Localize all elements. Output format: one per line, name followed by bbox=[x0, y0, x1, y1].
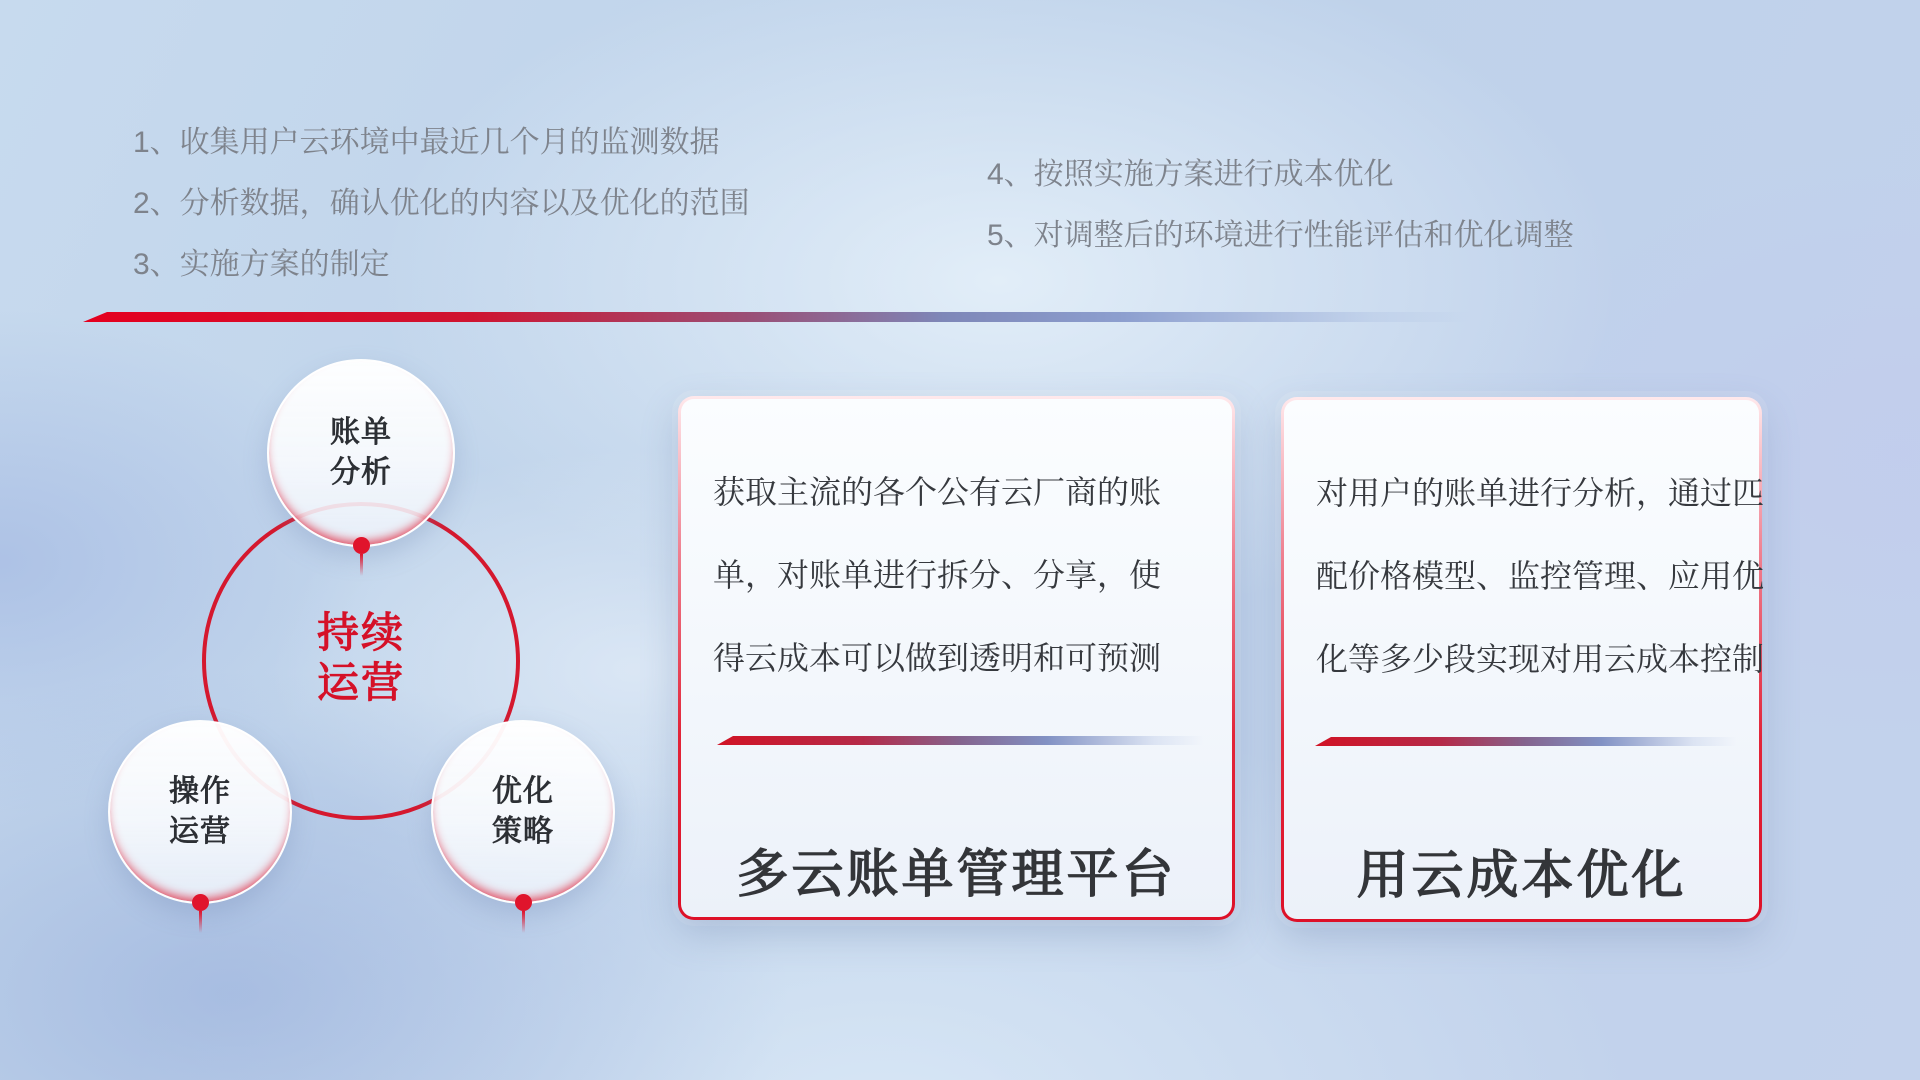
node-label-line2: 策略 bbox=[492, 815, 554, 848]
process-steps-left bbox=[133, 112, 750, 295]
node-label bbox=[169, 772, 231, 852]
connector-needle bbox=[360, 554, 363, 576]
card-body-line: 配价格模型、监控管理、应用优 bbox=[1316, 558, 1765, 594]
node-label bbox=[492, 772, 554, 852]
node-label-line1: 优化 bbox=[492, 775, 554, 808]
step-1: 1、收集用户云环境中最近几个月的监测数据 bbox=[133, 126, 720, 159]
card-accent-divider bbox=[717, 736, 1203, 745]
diagram-center-label bbox=[261, 608, 461, 708]
red-gradient-divider bbox=[83, 312, 1471, 322]
card-body-line: 化等多少段实现对用云成本控制 bbox=[1316, 641, 1765, 677]
node-operation bbox=[108, 720, 292, 904]
card-body-line: 对用户的账单进行分析，通过匹 bbox=[1316, 475, 1765, 511]
node-optimization-strategy bbox=[431, 720, 615, 904]
connector-dot bbox=[515, 894, 532, 911]
card-multicloud-billing bbox=[678, 396, 1235, 920]
step-3: 3、实施方案的制定 bbox=[133, 248, 390, 281]
node-label-line1: 账单 bbox=[330, 416, 392, 449]
card-cloud-cost-optimization bbox=[1281, 397, 1765, 922]
center-label-line1: 持续 bbox=[316, 609, 405, 656]
card-body-line: 获取主流的各个公有云厂商的账 bbox=[713, 474, 1162, 510]
node-billing-analysis bbox=[267, 359, 455, 547]
connector-needle bbox=[522, 911, 525, 933]
step-2: 2、分析数据，确认优化的内容以及优化的范围 bbox=[133, 187, 750, 220]
card-body-line: 单，对账单进行拆分、分享，使 bbox=[713, 557, 1162, 593]
step-5: 5、对调整后的环境进行性能评估和优化调整 bbox=[987, 219, 1574, 252]
card-title-multicloud-billing: 多云账单管理平台 bbox=[736, 846, 1177, 904]
node-label-line1: 操作 bbox=[169, 775, 231, 808]
connector-dot bbox=[353, 537, 370, 554]
connector-needle bbox=[199, 911, 202, 933]
node-label-line2: 分析 bbox=[330, 456, 392, 489]
center-label-line2: 运营 bbox=[316, 659, 405, 706]
card-body-line: 得云成本可以做到透明和可预测 bbox=[713, 640, 1162, 676]
card-accent-divider bbox=[1315, 737, 1736, 746]
card-title-cloud-cost: 用云成本优化 bbox=[1356, 847, 1687, 905]
step-4: 4、按照实施方案进行成本优化 bbox=[987, 158, 1394, 191]
card-body bbox=[713, 451, 1208, 700]
process-steps-right bbox=[987, 144, 1574, 266]
card-body bbox=[1316, 452, 1765, 701]
node-label-line2: 运营 bbox=[169, 815, 231, 848]
connector-dot bbox=[192, 894, 209, 911]
node-label bbox=[330, 413, 392, 493]
